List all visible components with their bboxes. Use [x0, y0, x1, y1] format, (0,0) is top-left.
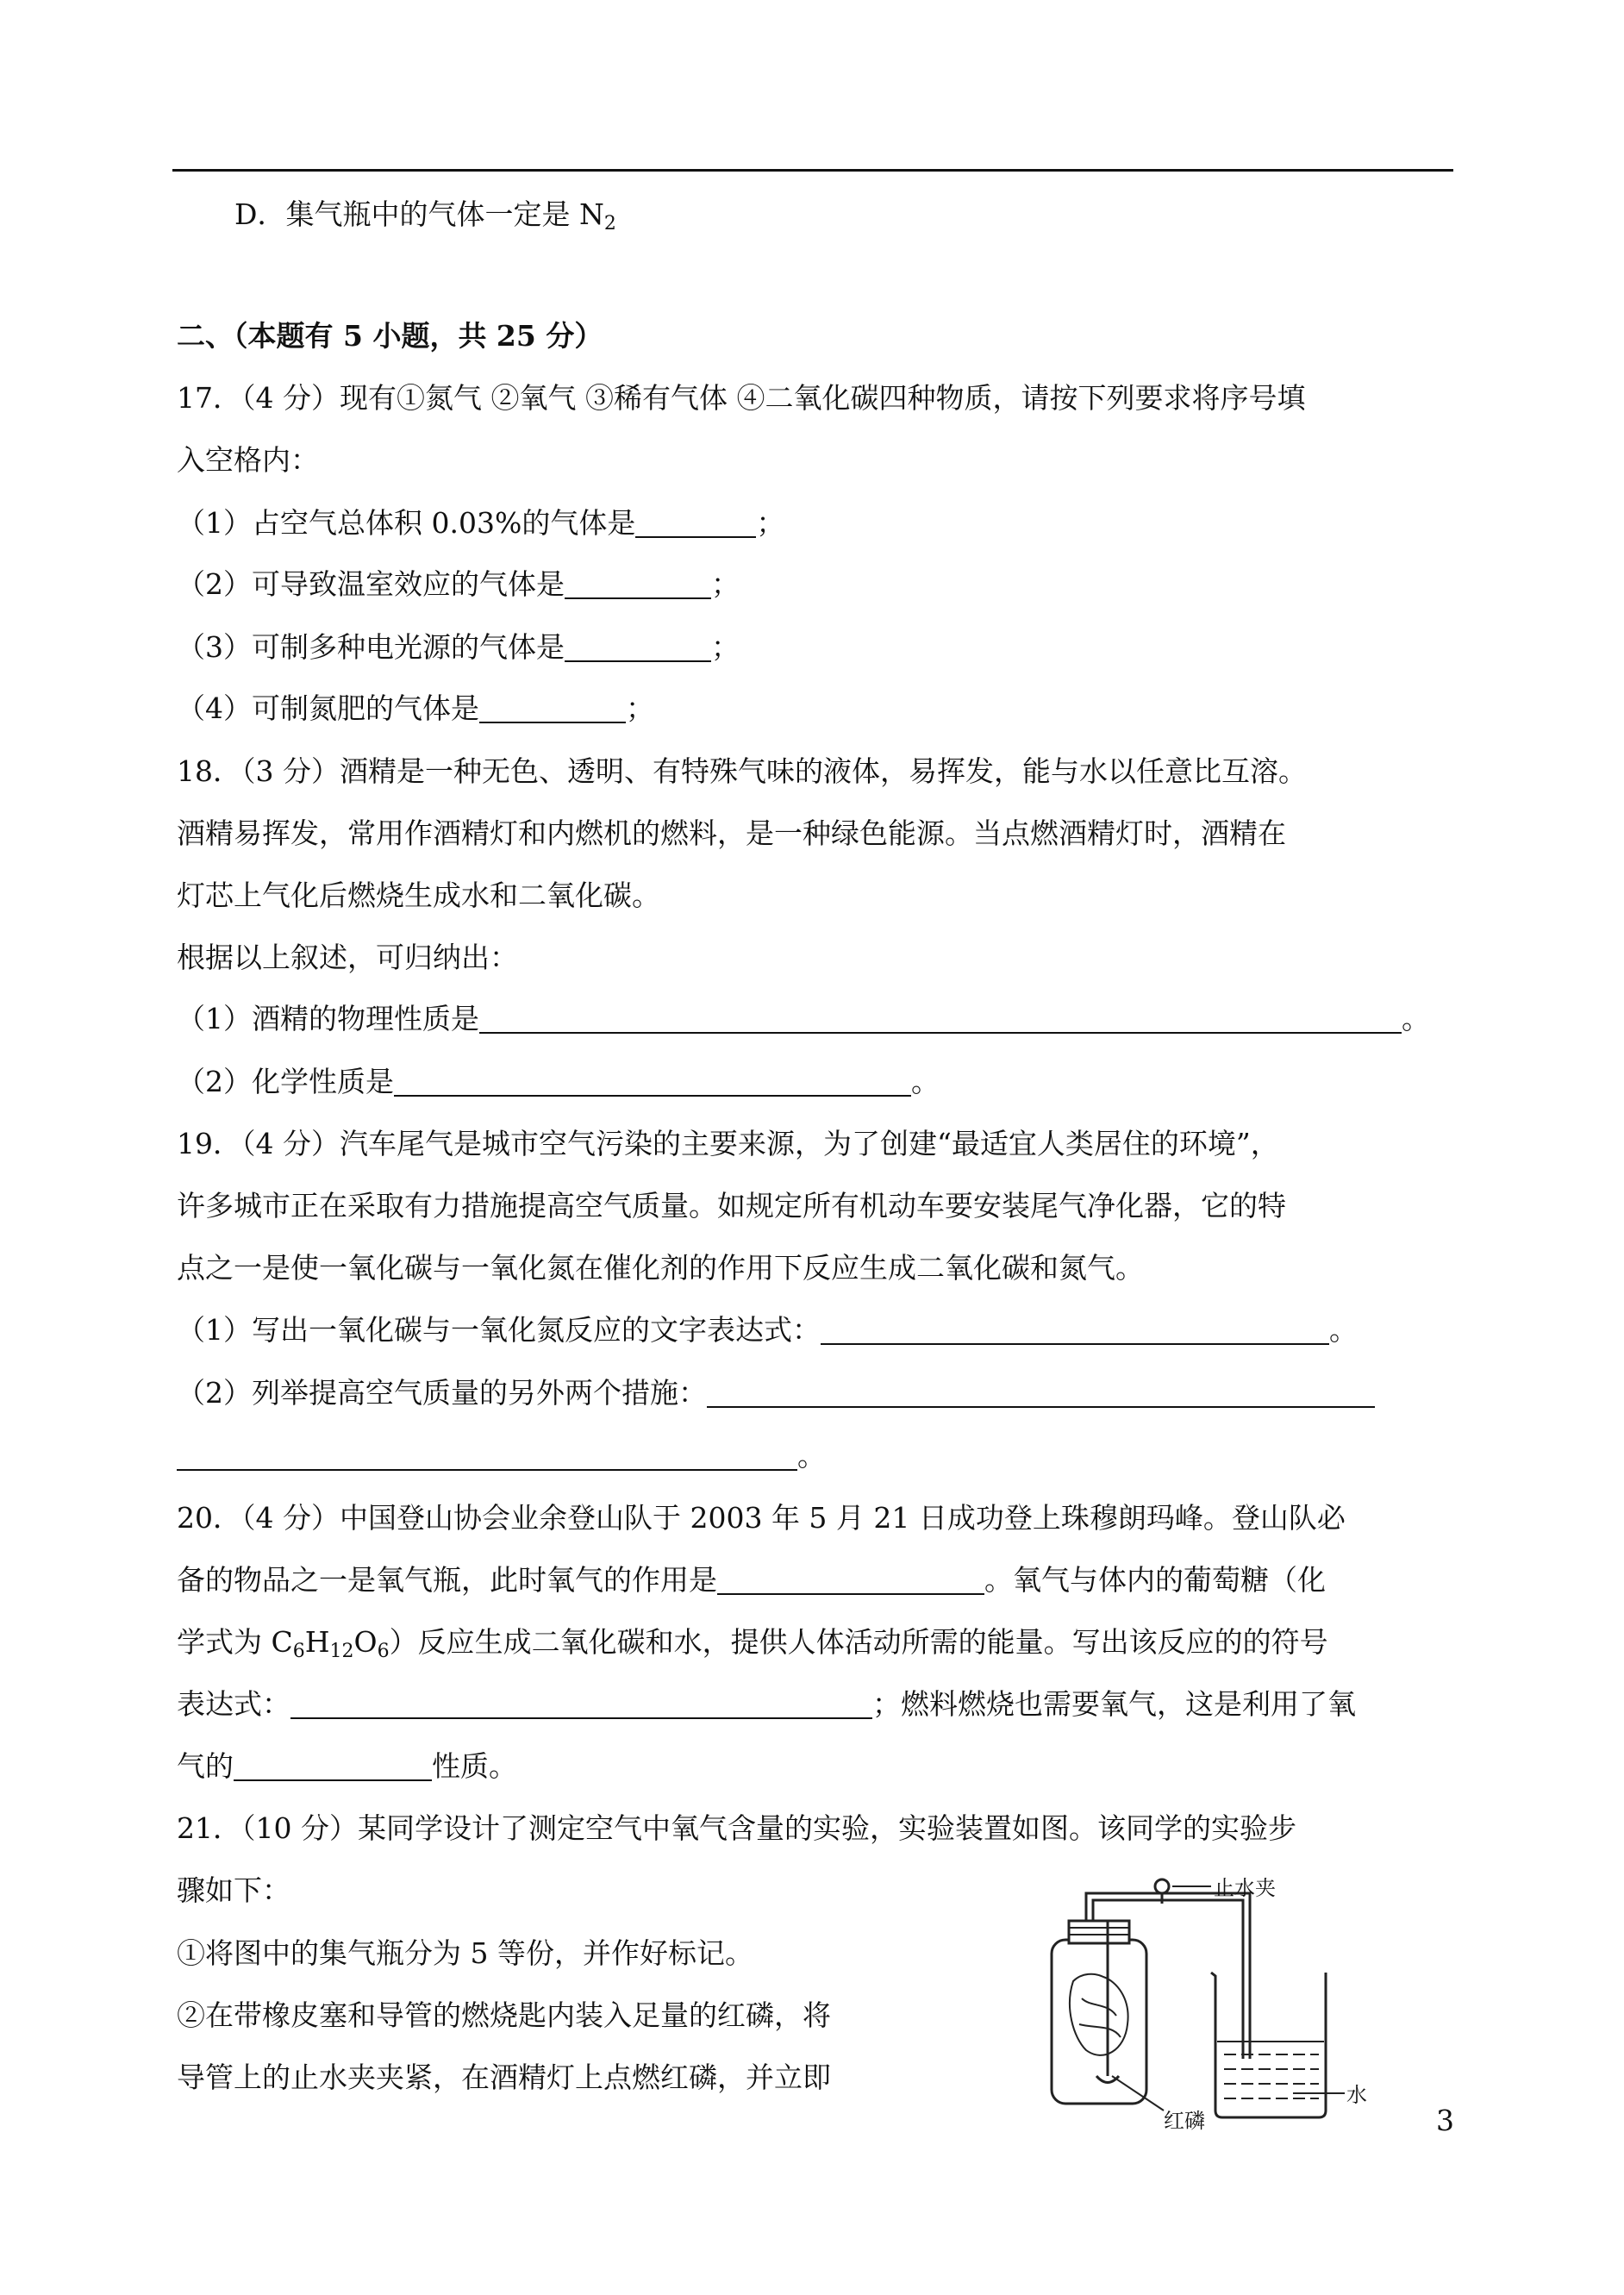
- q17-item-1: （1）占空气总体积 0.03%的气体是 ；: [177, 506, 785, 540]
- q19-line-2: 许多城市正在采取有力措施提高空气质量。如规定所有机动车要安装尾气净化器，它的特: [177, 1189, 1286, 1223]
- q18-line-2: 酒精易挥发，常用作酒精灯和内燃机的燃料，是一种绿色能源。当点燃酒精灯时，酒精在: [177, 816, 1286, 850]
- q17-line-1: 17．（4 分）现有①氮气 ②氧气 ③稀有气体 ④二氧化碳四种物质，请按下列要求将序号填: [177, 381, 1306, 415]
- answer-blank[interactable]: [717, 1564, 984, 1595]
- q20-line-1: 20．（4 分）中国登山协会业余登山队于 2003 年 5 月 21 日成功登上珠穆朗玛峰。登山队必: [177, 1501, 1346, 1535]
- answer-blank[interactable]: [394, 1066, 911, 1097]
- q21-line-1: 21．（10 分）某同学设计了测定空气中氧气含量的实验，实验装置如图。该同学的实验步: [177, 1811, 1296, 1845]
- burning-phosphorus: [1070, 1974, 1128, 2055]
- q19-item-2: （2）列举提高空气质量的另外两个措施：: [177, 1373, 1375, 1414]
- q17-item-4: （4）可制氮肥的气体是 ；: [177, 691, 654, 725]
- answer-blank[interactable]: [479, 1003, 1402, 1034]
- q20-line-2: 备的物品之一是氧气瓶，此时氧气的作用是 。氧气与体内的葡萄糖（化: [177, 1563, 1326, 1597]
- q18-item-1: （1）酒精的物理性质是 。: [177, 1002, 1430, 1035]
- glass-tube: [1086, 1893, 1250, 2059]
- q19-item-1: （1）写出一氧化碳与一氧化氮反应的文字表达式： 。: [177, 1313, 1358, 1347]
- q16-option-d: D．集气瓶中的气体一定是 $N_2$: [234, 197, 616, 235]
- answer-blank[interactable]: [290, 1688, 872, 1719]
- q17-item-3: （3）可制多种电光源的气体是 ；: [177, 630, 740, 664]
- q20-line-3: 学式为 $C_6H_{12}O_6$）反应生成二氧化碳和水，提供人体活动所需的能量。写出该反应的的符号: [177, 1625, 1328, 1662]
- clamp-icon: [1155, 1879, 1169, 1893]
- q21-step-2a: ②在带橡皮塞和导管的燃烧匙内装入足量的红磷，将: [177, 1998, 831, 2032]
- q17-item-2: （2）可导致温室效应的气体是 ；: [177, 567, 740, 601]
- q20-line-5: 气的 性质。: [177, 1749, 517, 1783]
- answer-blank[interactable]: [565, 631, 711, 662]
- section-title: 二、（本题有 5 小题，共 25 分）: [177, 319, 603, 353]
- q18-line-4: 根据以上叙述，可归纳出：: [177, 941, 518, 974]
- answer-blank[interactable]: [707, 1377, 1375, 1408]
- beaker: [1211, 1973, 1326, 2117]
- q20-line-4: 表达式： ；燃料燃烧也需要氧气，这是利用了氧: [177, 1687, 1356, 1721]
- q18-line-3: 灯芯上气化后燃烧生成水和二氧化碳。: [177, 879, 660, 912]
- q21-step-2b: 导管上的止水夹夹紧，在酒精灯上点燃红磷，并立即: [177, 2060, 831, 2094]
- answer-blank[interactable]: [177, 1440, 797, 1471]
- q18-line-1: 18．（3 分）酒精是一种无色、透明、有特殊气味的液体，易挥发，能与水以任意比互溶。: [177, 754, 1307, 788]
- answer-blank[interactable]: [635, 507, 756, 538]
- page-number: 3: [1436, 2104, 1454, 2137]
- answer-blank[interactable]: [479, 692, 626, 723]
- apparatus-diagram: [1034, 1878, 1465, 2131]
- clamp-label: 止水夹: [1214, 1878, 1276, 1900]
- q19-line-3: 点之一是使一氧化碳与一氧化氮在催化剂的作用下反应生成二氧化碳和氮气。: [177, 1251, 1144, 1285]
- phosphorus-label: 红磷: [1164, 2109, 1205, 2131]
- q19-line-1: 19．（4 分）汽车尾气是城市空气污染的主要来源，为了创建“最适宜人类居住的环境”，: [177, 1127, 1279, 1160]
- answer-blank[interactable]: [565, 568, 711, 599]
- answer-blank[interactable]: [821, 1314, 1329, 1345]
- q19-item-2-cont: 。: [177, 1435, 826, 1477]
- answer-blank[interactable]: [234, 1750, 432, 1781]
- header-rule: [172, 169, 1453, 172]
- water-label: 水: [1346, 2083, 1367, 2107]
- rubber-stopper: [1069, 1921, 1129, 1943]
- q18-item-2: （2）化学性质是 。: [177, 1065, 940, 1098]
- q17-line-2: 入空格内：: [177, 443, 319, 477]
- q21-step-1: ①将图中的集气瓶分为 5 等份，并作好标记。: [177, 1936, 753, 1970]
- apparatus-figure: [1034, 1878, 1465, 2131]
- q21-line-2: 骤如下：: [177, 1873, 290, 1907]
